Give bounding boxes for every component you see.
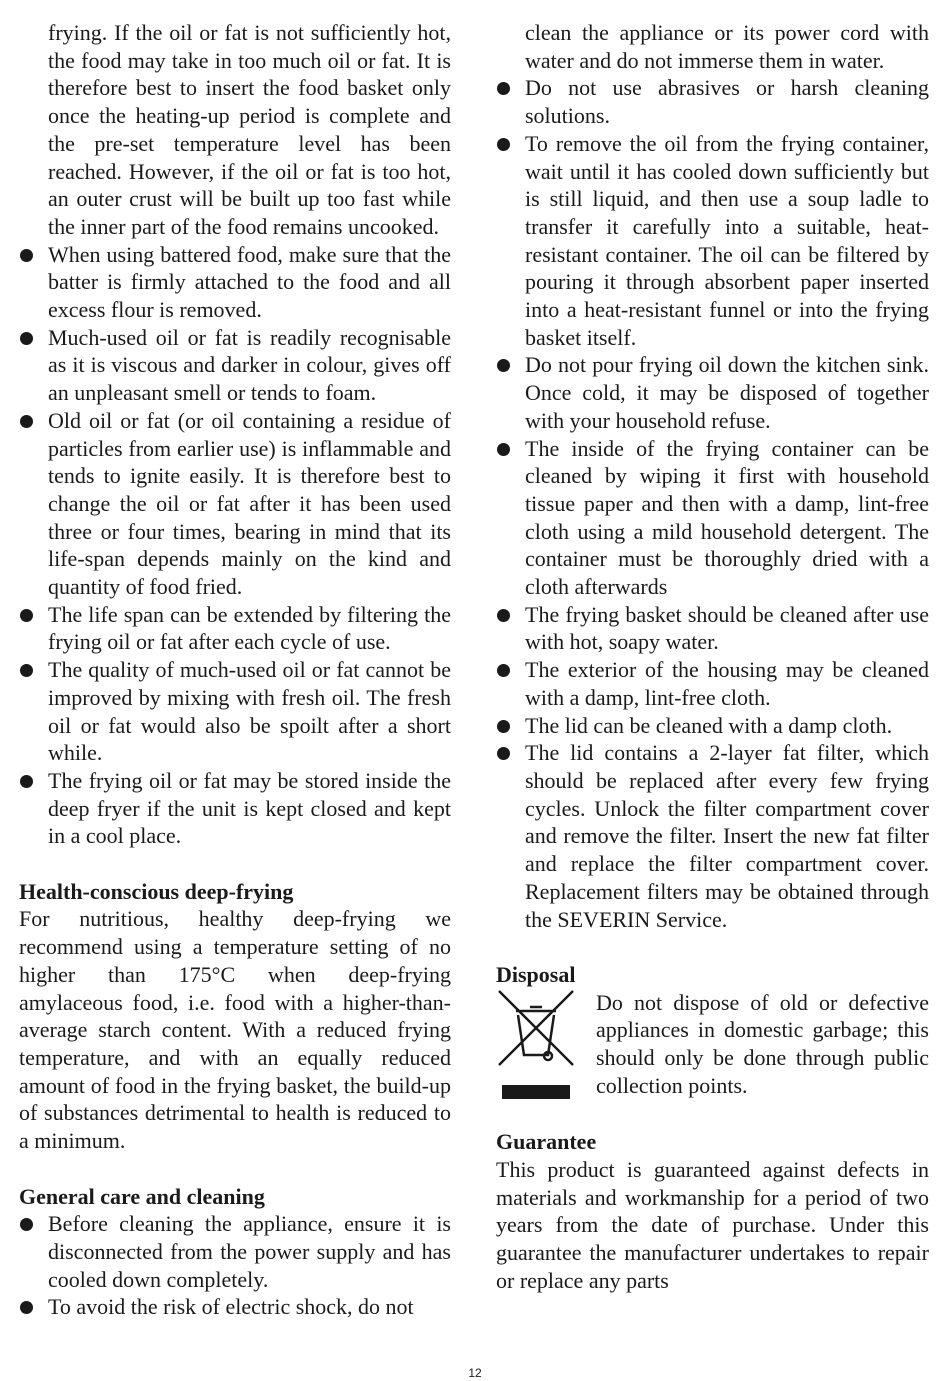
bullet-icon xyxy=(497,359,510,372)
list-item: Before cleaning the appliance, ensure it is disconnected from the power supply and has cooled down completely. xyxy=(19,1210,451,1293)
guarantee-heading: Guarantee xyxy=(496,1129,597,1155)
bullet-icon xyxy=(20,664,33,677)
list-item: The lid contains a 2-layer fat filter, which should be replaced after every few frying cycles. Unlock the filter compartment cover and remove the filter. Insert the new fat filter and replace the filter compartment cover. Replacement filters may be obtained through the SEVERIN Service. xyxy=(496,739,929,933)
intro-paragraph: frying. If the oil or fat is not sufficiently hot, the food may take in too much oil or fat. It is therefore best to insert the food basket only once the heating-up period is complete and the pre-set temperature level has been reached. However, if the oil or fat is too hot, an outer crust will be built up too fast while the inner part of the food remains uncooked. xyxy=(48,20,451,239)
bullet-icon xyxy=(497,609,510,622)
page-number: 12 xyxy=(468,1366,482,1380)
right-column xyxy=(496,19,929,1295)
guarantee-paragraph: This product is guaranteed against defects in materials and workmanship for a period of two years from the date of purchase. Under this guarantee the manufacturer undertakes to repair or replace any parts xyxy=(496,1156,929,1293)
disposal-paragraph: Do not dispose of old or defective appliances in domestic garbage; this should only be done through public collection points. xyxy=(596,989,929,1098)
care-heading: General care and cleaning xyxy=(19,1183,265,1209)
bullet-icon xyxy=(497,82,510,95)
health-heading: Health-conscious deep-frying xyxy=(19,878,294,904)
bullet-icon xyxy=(497,443,510,456)
bullet-icon xyxy=(20,415,33,428)
bullet-icon xyxy=(497,747,510,760)
disposal-section xyxy=(496,989,929,1101)
list-item: To avoid the risk of electric shock, do not xyxy=(19,1293,451,1321)
left-column xyxy=(19,19,451,1321)
list-item: The frying basket should be cleaned after use with hot, soapy water. xyxy=(496,601,929,656)
bullet-icon xyxy=(497,720,510,733)
list-item: The frying oil or fat may be stored inside the deep fryer if the unit is kept closed and kept in a cool place. xyxy=(19,767,451,850)
list-item: The exterior of the housing may be cleaned with a damp, lint-free cloth. xyxy=(496,656,929,711)
bullet-icon xyxy=(20,332,33,345)
bullet-icon xyxy=(20,609,33,622)
continuation-paragraph: clean the appliance or its power cord with water and do not immerse them in water. xyxy=(525,20,929,73)
list-item: Do not use abrasives or harsh cleaning solutions. xyxy=(496,74,929,129)
bullet-icon xyxy=(20,1218,33,1231)
health-paragraph: For nutritious, healthy deep-frying we recommend using a temperature setting of no higher than 175°C when deep-frying amylaceous food, i.e. food with a higher-than-average starch content. With a reduced frying temperature, and with an equally reduced amount of food in the frying basket, the build-up of substances detrimental to health is reduced to a minimum. xyxy=(19,906,451,1154)
crossed-out-wheelie-bin-icon xyxy=(496,989,576,1101)
bullet-icon xyxy=(20,249,33,262)
bullet-icon xyxy=(497,664,510,677)
list-item: To remove the oil from the frying container, wait until it has cooled down sufficiently but is still liquid, and then use a soup ladle to transfer it carefully into a suitable, heat-resistant container. The oil can be filtered by pouring it through absorbent paper inserted into a heat-resistant funnel or into the frying basket itself. xyxy=(496,130,929,352)
list-item: The lid can be cleaned with a damp cloth. xyxy=(496,712,929,740)
list-item: The quality of much-used oil or fat cannot be improved by mixing with fresh oil. The fresh oil or fat would also be spoilt after a short while. xyxy=(19,656,451,767)
bullet-icon xyxy=(20,775,33,788)
list-item: The inside of the frying container can be cleaned by wiping it first with household tissue paper and then with a damp, lint-free cloth using a mild household detergent. The container must be thoroughly dried with a cloth afterwards xyxy=(496,435,929,601)
list-item: Much-used oil or fat is readily recognisable as it is viscous and darker in colour, gives off an unpleasant smell or tends to foam. xyxy=(19,324,451,407)
list-item: The life span can be extended by filtering the frying oil or fat after each cycle of use. xyxy=(19,601,451,656)
list-item: Do not pour frying oil down the kitchen sink. Once cold, it may be disposed of together with your household refuse. xyxy=(496,351,929,434)
disposal-heading: Disposal xyxy=(496,961,576,987)
list-item: Old oil or fat (or oil containing a residue of particles from earlier use) is inflammable and tends to ignite easily. It is therefore best to change the oil or fat after it has been used three or four times, bearing in mind that its life-span depends mainly on the kind and quantity of food fried. xyxy=(19,407,451,601)
list-item: When using battered food, make sure that the batter is firmly attached to the food and all excess flour is removed. xyxy=(19,241,451,324)
bullet-icon xyxy=(20,1301,33,1314)
bullet-icon xyxy=(497,138,510,151)
